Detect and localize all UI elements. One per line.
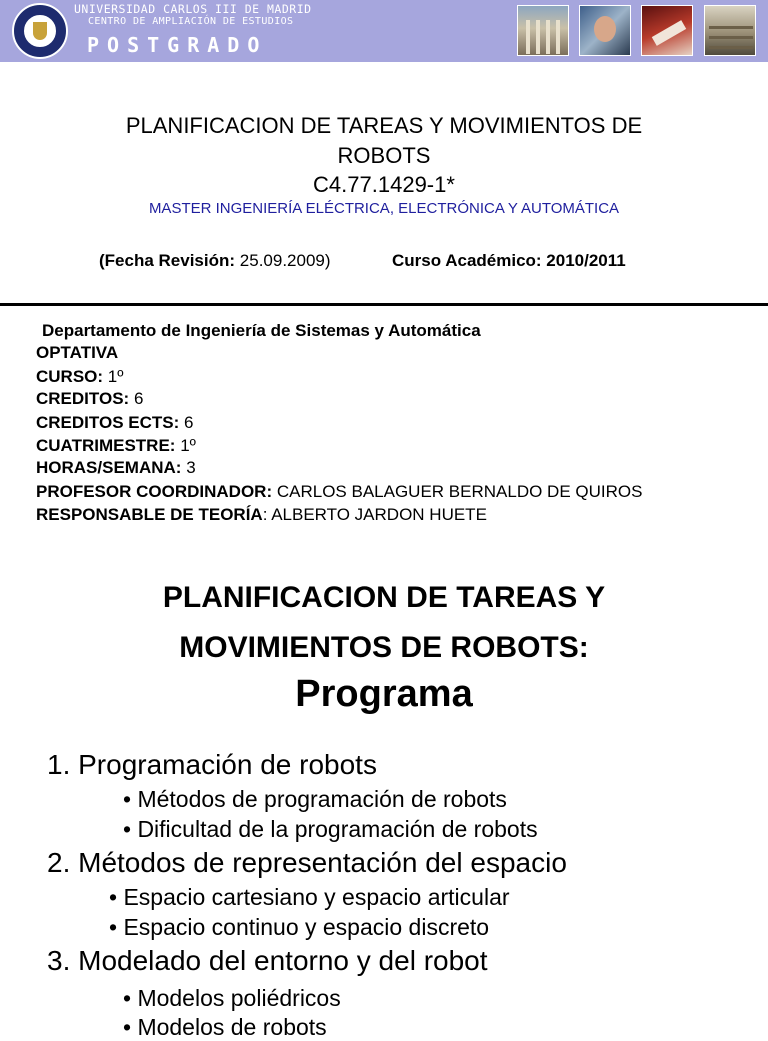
student-photo — [579, 5, 631, 56]
program-item: 3. Modelado del entorno y del robot — [47, 945, 488, 976]
detail-label: RESPONSABLE DE TEORÍA — [36, 505, 263, 524]
centre-name: CENTRO DE AMPLIACIÓN DE ESTUDIOS — [88, 16, 294, 27]
revision-value: 25.09.2009) — [239, 251, 331, 270]
header-banner — [0, 0, 768, 62]
detail-value: 3 — [186, 458, 196, 477]
revision-date — [99, 250, 331, 272]
university-seal-logo — [12, 3, 68, 59]
course-title — [40, 111, 728, 171]
detail-value: 6 — [184, 413, 194, 432]
program-subitem: • Espacio continuo y espacio discreto — [109, 914, 490, 940]
department: Departamento de Ingeniería de Sistemas y Automática — [42, 321, 481, 340]
program-heading-line2: MOVIMIENTOS DE ROBOTS: — [179, 631, 589, 664]
detail-label: HORAS/SEMANA: — [36, 458, 182, 477]
detail-value: 6 — [133, 389, 144, 408]
course-title-line2: ROBOTS — [337, 143, 431, 168]
detail-value: 1º — [180, 436, 196, 455]
detail-row — [36, 504, 487, 526]
detail-value: 1º — [107, 367, 124, 386]
program-item: 1. Programación de robots — [47, 749, 377, 780]
detail-label: CREDITOS ECTS: — [36, 413, 180, 432]
program-subitem: • Modelos poliédricos — [123, 985, 341, 1011]
revision-label: (Fecha Revisión: — [99, 251, 236, 270]
detail-row — [36, 435, 196, 457]
academic-year: Curso Académico: 2010/2011 — [392, 251, 626, 270]
lab-photo — [641, 5, 693, 56]
lecture-hall-photo — [704, 5, 756, 56]
detail-row — [36, 366, 123, 388]
detail-label: CURSO: — [36, 367, 104, 386]
course-code: C4.77.1429-1* — [313, 172, 455, 197]
divider — [0, 303, 768, 306]
master-name: MASTER INGENIERÍA ELÉCTRICA, ELECTRÓNICA Y AUTOMÁTICA — [148, 200, 620, 217]
detail-label: CUATRIMESTRE: — [36, 436, 176, 455]
program-subitem: • Dificultad de la programación de robots — [123, 816, 538, 842]
detail-label: PROFESOR COORDINADOR: — [36, 482, 273, 501]
detail-label: CREDITOS: — [36, 389, 130, 408]
detail-row — [36, 412, 193, 434]
section-title: POSTGRADO — [87, 33, 268, 57]
building-photo — [517, 5, 569, 56]
detail-row — [36, 481, 642, 503]
program-subitem: • Espacio cartesiano y espacio articular — [109, 884, 510, 910]
university-name: UNIVERSIDAD CARLOS III DE MADRID — [74, 2, 312, 16]
detail-value: : ALBERTO JARDON HUETE — [262, 505, 487, 524]
program-subitem: • Modelos de robots — [123, 1014, 327, 1040]
detail-row — [36, 457, 196, 479]
program-subitem: • Métodos de programación de robots — [123, 786, 507, 812]
course-type: OPTATIVA — [36, 343, 119, 362]
program-heading-line1: PLANIFICACION DE TAREAS Y — [162, 581, 606, 614]
detail-row — [36, 388, 143, 410]
program-item: 2. Métodos de representación del espacio — [47, 847, 567, 878]
program-heading-line3: Programa — [295, 673, 473, 715]
course-title-line1: PLANIFICACION DE TAREAS Y MOVIMIENTOS DE — [125, 113, 643, 138]
detail-value: CARLOS BALAGUER BERNALDO DE QUIROS — [276, 482, 643, 501]
